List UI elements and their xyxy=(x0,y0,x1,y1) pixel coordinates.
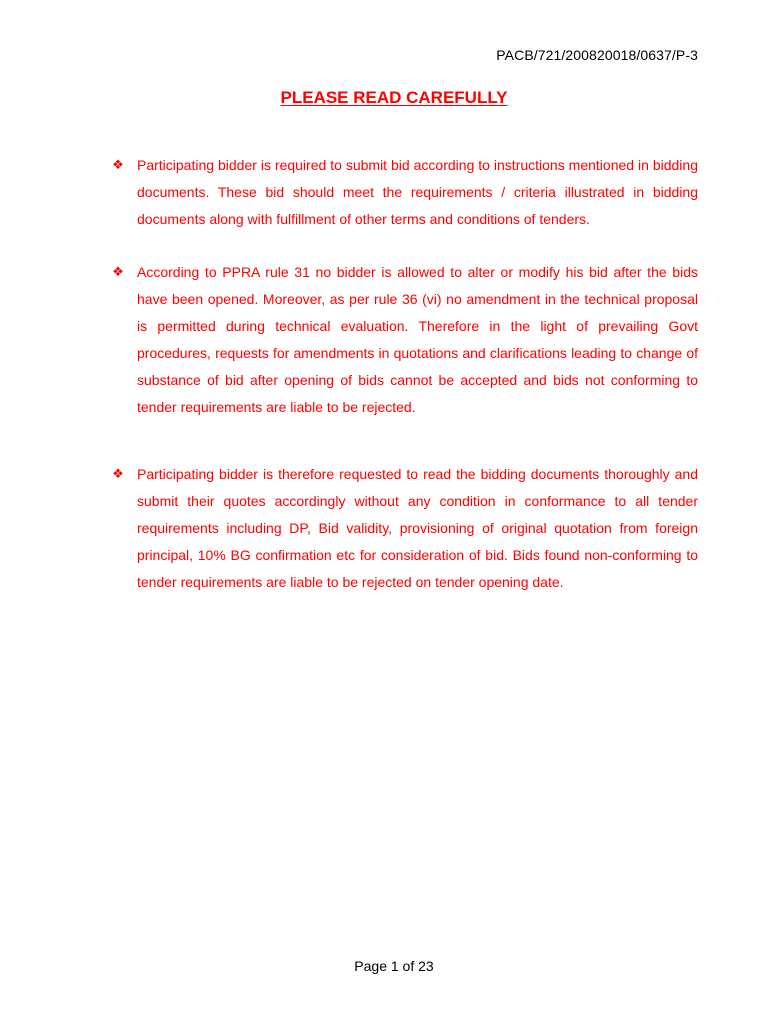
list-item xyxy=(110,259,698,421)
diamond-bullet-icon: ❖ xyxy=(112,467,124,482)
note-text: Participating bidder is therefore requested to read the bidding documents thoroughly and submit their quotes accordingly without any condition in conformance to all tender requirements including DP, Bid validity, provisioning of original quotation from foreign principal, 10% BG confirmation etc for consideration of bid. Bids found non-conforming to tender requirements are liable to be rejected on tender opening date. xyxy=(137,466,698,590)
note-text: According to PPRA rule 31 no bidder is allowed to alter or modify his bid after the bids have been opened. Moreover, as per rule 36 (vi) no amendment in the technical proposal is permitted during technical evaluation. Therefore in the light of prevailing Govt procedures, requests for amendments in quotations and clarifications leading to change of substance of bid after opening of bids cannot be accepted and bids not conforming to tender requirements are liable to be rejected. xyxy=(137,264,698,415)
notes-list xyxy=(110,152,698,596)
page-title: PLEASE READ CAREFULLY xyxy=(280,88,508,107)
diamond-bullet-icon: ❖ xyxy=(112,158,124,173)
note-text: Participating bidder is required to submit bid according to instructions mentioned in bidding documents. These bid should meet the requirements / criteria illustrated in bidding documents along with fulfillment of other terms and conditions of tenders. xyxy=(137,157,698,227)
list-item xyxy=(110,152,698,233)
page-number: Page 1 of 23 xyxy=(354,958,434,974)
list-item xyxy=(110,461,698,596)
document-reference-number: PACB/721/200820018/0637/P-3 xyxy=(496,47,698,63)
diamond-bullet-icon: ❖ xyxy=(112,265,124,280)
